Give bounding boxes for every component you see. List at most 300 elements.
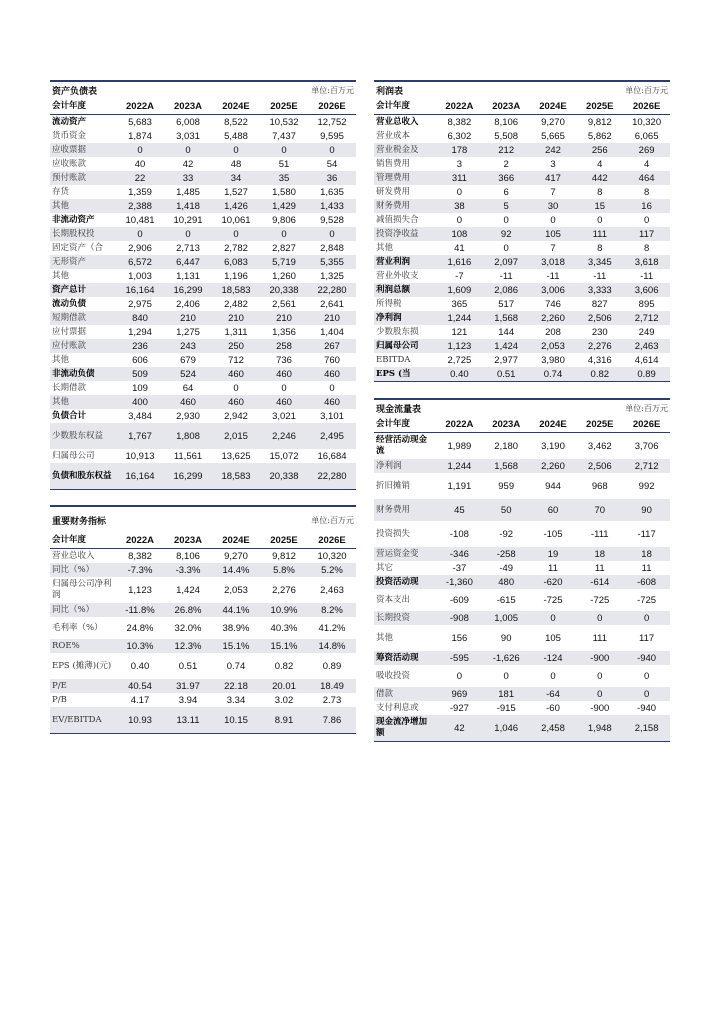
cell-value: 45 [436,499,483,521]
cell-value: 10,481 [125,214,155,226]
table-row [374,459,670,473]
cell-value: 3,018 [530,255,577,269]
cell-value: 14.4% [212,563,260,577]
cell-value: 0 [164,227,212,241]
cell-value: 10,320 [632,116,662,128]
header-year: 2026E [623,99,670,115]
cell-value: 41 [454,242,465,254]
table-row [374,589,670,611]
table-row [50,693,356,707]
cell-value: 0 [576,611,623,625]
table-row [50,395,356,409]
table-row [50,325,356,339]
cell-value: 2.73 [322,694,342,706]
cell-value: 242 [530,143,577,157]
cell-value: 5 [483,199,530,213]
cell-value: 5,488 [224,130,248,142]
cell-value: -908 [436,611,483,625]
table-row [374,353,670,367]
table-row [374,367,670,382]
table-row [50,171,356,185]
row-label: 资产总计 [50,283,116,297]
cell-value: 111 [592,632,608,644]
cell-value: 0.82 [274,660,294,672]
row-label: EBITDA [376,354,411,365]
cell-value: 606 [132,354,148,366]
cell-value: 0 [260,227,308,241]
cell-value: 11,561 [173,450,203,462]
table-row [50,143,356,157]
cell-value: 746 [545,298,561,310]
cell-value: 2,506 [576,459,623,473]
header-year: 2024E [212,99,260,115]
cell-value: 36 [308,171,356,185]
cell-value: 1,418 [164,199,212,213]
cash-flow-panel [374,398,670,742]
cell-value: -37 [452,562,467,574]
cell-value: 9,812 [587,116,612,128]
row-label: 毛利率（%） [52,622,103,633]
cell-value: 64 [182,382,194,394]
table-row [50,617,356,639]
row-label: 应收票据 [50,143,116,157]
cell-value: 6,083 [212,255,260,269]
cell-value: 417 [530,171,577,185]
table-row [374,473,670,499]
cell-value: 250 [212,339,260,353]
cell-value: -108 [449,528,469,540]
cell-value: 442 [576,171,623,185]
cell-value: 5,683 [128,116,152,128]
cell-value: 210 [164,311,212,325]
cell-value: 840 [116,311,164,325]
cell-value: 44.1% [212,603,260,617]
cell-value: 30 [530,199,577,213]
cell-value: 2 [503,158,509,170]
income-statement-table [374,80,670,382]
table-row [374,665,670,687]
cell-value: 8,382 [128,550,152,562]
cell-value: -7.3% [116,563,164,577]
cell-value: 460 [164,395,212,409]
cell-value: -346 [436,547,483,561]
row-label: 营业税金及 [374,143,436,157]
row-label: 营运资金变 [374,547,436,561]
cell-value: 2,180 [494,440,519,452]
cell-value: 181 [483,687,530,701]
cell-value: 5.2% [308,563,356,577]
cell-value: 509 [116,367,164,381]
cell-value: 0 [212,227,260,241]
cell-value: 90 [500,632,512,644]
cell-value: 712 [228,354,244,366]
cell-value: 38 [436,199,483,213]
cell-value: 2,463 [623,339,670,353]
cell-value: 959 [498,480,515,492]
table-row [50,255,356,269]
cell-value: 1,311 [224,326,248,338]
cell-value: 42 [436,715,483,742]
table-row [374,115,670,130]
cell-value: 0 [550,670,556,682]
cell-value: 267 [308,339,356,353]
cell-value: 70 [576,499,623,521]
table-row [50,129,356,143]
cell-value: 480 [483,575,530,589]
cell-value: 460 [212,367,260,381]
row-label: 长期股权投 [50,227,116,241]
cell-value: 460 [308,395,356,409]
header-year: 2022A [436,99,483,115]
row-label: 少数股东损 [376,326,419,337]
row-label: 同比（%） [50,563,116,577]
row-label: 长期投资 [374,611,436,625]
row-label: 无形资产 [50,255,116,269]
cell-value: 35 [260,171,308,185]
cell-value: 1,046 [483,715,530,742]
cell-value: 208 [545,326,561,338]
cell-value: -11 [593,270,607,282]
cell-value: 0 [550,214,556,226]
row-label: 其他 [376,632,394,643]
key-ratios-panel [50,505,356,734]
cell-value: 14.8% [308,639,356,653]
cell-value: 18 [576,547,623,561]
cell-value: 1,485 [176,186,200,198]
cell-value: 10,532 [269,116,299,128]
row-label: 应收账款 [52,158,87,169]
cell-value: 1,808 [164,423,212,449]
row-label: 投资净收益 [374,227,436,241]
row-label: 归属母公司 [374,339,436,353]
cell-value: 1,003 [128,270,152,282]
cell-value: 40.3% [270,622,298,634]
cell-value: 3.02 [274,694,294,706]
table-row [374,521,670,547]
table-row [50,367,356,381]
cell-value: 0 [212,143,260,157]
table-row [50,707,356,734]
cell-value: 0.74 [226,660,246,672]
cell-value: 16,164 [116,463,164,490]
cell-value: 249 [638,326,655,338]
table-row [374,687,670,701]
cell-value: 2,506 [576,311,623,325]
cell-value: 0 [643,670,650,682]
cell-value: -117 [637,528,656,540]
row-label: P/B [52,694,67,705]
cell-value: 0 [456,670,463,682]
cell-value: 7 [550,186,556,198]
cell-value: 0.40 [436,367,483,382]
key-ratios-table [50,505,356,734]
table-row [374,199,670,213]
cell-value: 2,246 [260,423,308,449]
cell-value: -927 [449,702,469,714]
cell-value: 3,462 [587,440,612,452]
cell-value: 19 [530,547,577,561]
cell-value: 50 [483,499,530,521]
cell-value: 2,463 [320,584,344,596]
table-row [50,549,356,564]
cell-value: 0 [116,143,164,157]
cell-value: 8 [597,242,603,254]
cell-value: 4 [643,158,650,170]
header-year: 2026E [623,417,670,433]
cell-value: 6,302 [447,130,472,142]
table-row [50,639,356,653]
row-label: 短期借款 [50,311,116,325]
cell-value: 1,356 [272,326,296,338]
row-label: 归属母公司 [52,450,95,461]
cell-value: 236 [116,339,164,353]
row-label: 其它 [376,562,394,573]
row-label: 筹资活动现 [374,651,436,665]
row-label: 其他 [50,199,116,213]
cell-value: 8,106 [494,116,519,128]
row-label: 其他 [376,242,394,253]
cell-value: 11 [594,562,605,574]
cell-value: 5.8% [260,563,308,577]
cell-value: 0 [530,611,577,625]
table-row [374,227,670,241]
cell-value: 2,712 [623,459,670,473]
cell-value: 256 [576,143,623,157]
cell-value: 0 [308,143,356,157]
cell-value: 5,665 [541,130,565,142]
income-header-row [374,99,670,115]
ratios-title: 重要财务指标 [50,506,260,533]
row-label: 财务费用 [374,199,436,213]
table-row [50,213,356,227]
cell-value: 6,008 [176,116,200,128]
cell-value: -105 [543,528,563,540]
table-row [374,241,670,255]
cell-value: 1,616 [436,255,483,269]
cell-value: 1,123 [436,339,483,353]
cell-value: 366 [483,171,530,185]
row-label: 非流动负债 [50,367,116,381]
cell-value: 18,583 [212,283,260,297]
table-row [50,199,356,213]
table-row [374,171,670,185]
table-row [374,311,670,325]
cell-value: 8 [643,186,650,198]
cell-value: 0.40 [130,660,150,672]
table-row [374,611,670,625]
cell-value: 9,270 [224,550,248,562]
cell-value: 2,561 [272,298,296,310]
cell-value: 121 [451,326,468,338]
table-row [50,381,356,395]
row-label: 营业总收入 [376,116,419,127]
cell-value: 8.91 [260,707,308,734]
cell-value: 2,053 [530,339,577,353]
table-row [374,561,670,575]
cell-value: 10.15 [212,707,260,734]
row-label: 存货 [52,186,70,197]
cell-value: 16,299 [164,283,212,297]
cell-value: 3,980 [541,354,565,366]
cell-value: 1,433 [308,199,356,213]
table-row [50,115,356,130]
cell-value: -1,360 [436,575,483,589]
header-year: 2025E [576,417,623,433]
cell-value: 0 [281,382,287,394]
cell-value: 2,975 [128,298,152,310]
cell-value: 156 [451,632,468,644]
header-label: 会计年度 [50,533,116,549]
cell-value: 0 [329,382,335,394]
cell-value: 269 [623,143,670,157]
cell-value: -608 [623,575,670,589]
cell-value: 105 [545,632,561,644]
table-row [50,409,356,423]
cell-value: 22 [116,171,164,185]
cell-value: 2,086 [483,283,530,297]
cell-value: 1,568 [483,311,530,325]
cell-value: 365 [451,298,468,310]
cell-value: -49 [499,562,514,574]
cell-value: -64 [530,687,577,701]
cell-value: 0.74 [530,367,577,382]
cell-value: 1,635 [320,186,344,198]
cell-value: -11 [546,270,560,282]
cell-value: 2,712 [623,311,670,325]
cell-value: 1,244 [436,459,483,473]
cell-value: 22.18 [212,679,260,693]
cashflow-header-row [374,417,670,433]
cell-value: 230 [591,326,608,338]
cell-value: 10.9% [260,603,308,617]
cell-value: 1,580 [272,186,296,198]
cell-value: 1,294 [128,326,152,338]
row-label: 应付账款 [50,339,116,353]
row-label: EV/EBITDA [50,707,116,734]
cell-value: -11.8% [116,603,164,617]
row-label: 同比（%） [50,603,116,617]
cell-value: 0 [164,143,212,157]
row-label: 研发费用 [376,186,411,197]
cell-value: 1,005 [483,611,530,625]
row-label: 支付利息或 [376,702,419,713]
table-row [374,129,670,143]
cell-value: -614 [576,575,623,589]
row-label: 吸收投资 [376,670,411,681]
cell-value: 679 [180,354,196,366]
cell-value: 6,572 [116,255,164,269]
header-year: 2023A [483,99,530,115]
row-label: 其他 [52,354,70,365]
cell-value: 8 [643,242,650,254]
table-row [374,297,670,311]
cell-value: 6,447 [164,255,212,269]
cell-value: 460 [260,367,308,381]
header-year: 2024E [530,99,577,115]
cell-value: 2,276 [576,339,623,353]
cell-value: -940 [623,651,670,665]
balance-sheet-panel [50,80,356,490]
cell-value: 992 [638,480,655,492]
cell-value: 1,325 [320,270,344,282]
cell-value: 20,338 [260,283,308,297]
cell-value: -11 [499,270,513,282]
cell-value: 8,382 [447,116,472,128]
cell-value: -60 [546,702,560,714]
cell-value: 944 [545,480,561,492]
cell-value: -111 [590,528,609,540]
table-row [374,283,670,297]
cell-value: 243 [164,339,212,353]
cell-value: 15,072 [269,450,299,462]
cell-value: 3,606 [623,283,670,297]
cell-value: 2,406 [176,298,200,310]
cell-value: 13.11 [164,707,212,734]
cell-value: 9,812 [272,550,296,562]
cell-value: 3,021 [272,410,296,422]
cell-value: 2,260 [530,459,577,473]
cell-value: 111 [576,227,623,241]
cell-value: 26.8% [164,603,212,617]
cell-value: 24.8% [126,622,154,634]
row-label: 营业外收支 [376,270,419,281]
table-row [374,575,670,589]
cell-value: 2,015 [212,423,260,449]
cell-value: -124 [530,651,577,665]
header-label: 会计年度 [374,417,436,433]
cell-value: 31.97 [164,679,212,693]
cell-value: -940 [637,702,657,714]
cell-value: 42 [182,158,194,170]
cell-value: 2,276 [272,584,296,596]
cell-value: 3.94 [178,694,198,706]
table-row [374,547,670,561]
cell-value: 15 [576,199,623,213]
cell-value: -620 [530,575,577,589]
cell-value: 10,320 [317,550,347,562]
row-label: 资本支出 [376,594,411,605]
cell-value: 212 [483,143,530,157]
cashflow-title-row [374,399,670,417]
cell-value: 10.93 [116,707,164,734]
cell-value: 2,260 [530,311,577,325]
cell-value: 117 [639,632,655,644]
cell-value: 18,583 [212,463,260,490]
cell-value: 92 [483,227,530,241]
table-row [374,255,670,269]
cell-value: 8,106 [176,550,200,562]
cell-value: 15.1% [212,639,260,653]
cell-value: 48 [230,158,242,170]
ratios-header-row [50,533,356,549]
cell-value: -725 [590,594,610,606]
cell-value: -595 [436,651,483,665]
table-row [374,701,670,715]
cell-value: 3,190 [541,440,565,452]
cell-value: 8.2% [308,603,356,617]
header-year: 2022A [436,417,483,433]
cell-value: 0 [623,611,670,625]
cell-value: 1,424 [176,584,200,596]
cell-value: 3,333 [576,283,623,297]
cell-value: 22,280 [308,283,356,297]
cell-value: 827 [591,298,608,310]
cell-value: 0 [116,227,164,241]
table-row [50,603,356,617]
table-row [50,577,356,603]
row-label: 负债合计 [52,410,87,421]
cell-value: 1,426 [212,199,260,213]
